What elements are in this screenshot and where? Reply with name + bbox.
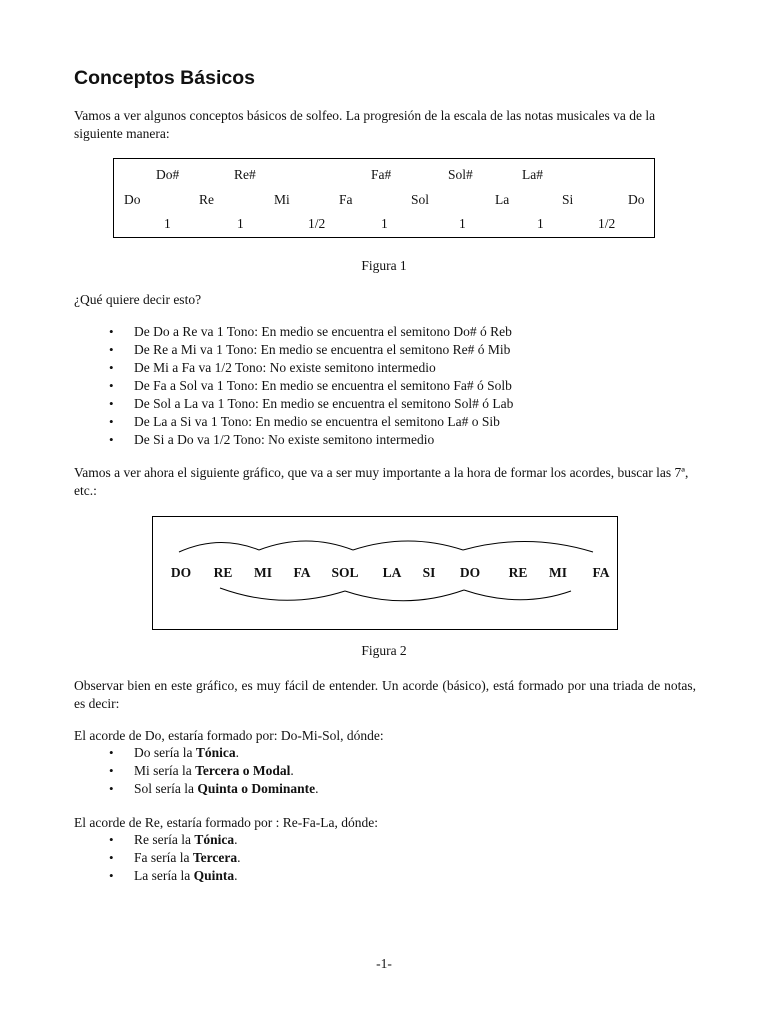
list-item: • De Si a Do va 1/2 Tono: No existe semitono intermedio [108, 431, 513, 449]
note-label: SOL [331, 565, 359, 580]
note-label: LA [382, 565, 402, 580]
interval-label: 1 [537, 216, 544, 231]
list-item: • De La a Si va 1 Tono: En medio se encuentra el semitono La# o Sib [108, 413, 513, 431]
interval-steps-list [108, 323, 513, 449]
note-label: Do [628, 192, 645, 207]
list-item: • De Sol a La va 1 Tono: En medio se encuentra el semitono Sol# ó Lab [108, 395, 513, 413]
note-label: MI [254, 565, 272, 580]
sharp-label: Do# [156, 167, 180, 182]
interval-label: 1 [164, 216, 171, 231]
note-label: RE [508, 565, 528, 580]
figure-2-caption: Figura 2 [361, 643, 407, 658]
question-text: ¿Qué quiere decir esto? [74, 292, 202, 307]
note-label: MI [549, 565, 567, 580]
bottom-arc [220, 588, 345, 600]
interval-label: 1 [381, 216, 388, 231]
page-title: Conceptos Básicos [74, 67, 255, 89]
graph-intro-paragraph: Vamos a ver ahora el siguiente gráfico, que va a ser muy importante a la hora de formar los acordes, buscar las 7ª, etc.: [74, 465, 689, 498]
list-item: • La sería la Quinta. [108, 867, 240, 885]
figure-1-scale-table [113, 158, 655, 238]
interval-label: 1/2 [308, 216, 326, 231]
note-label: Sol [411, 192, 430, 207]
top-arc [463, 541, 593, 552]
note-label: La [495, 192, 510, 207]
note-label: FA [293, 565, 311, 580]
observe-paragraph: Observar bien en este gráfico, es muy fácil de entender. Un acorde (básico), está formado por una triada de notas, es decir: [74, 678, 696, 711]
list-item: • Sol sería la Quinta o Dominante. [108, 780, 319, 798]
list-item: • Re sería la Tónica. [108, 831, 240, 849]
note-label: Si [562, 192, 574, 207]
note-label: Do [124, 192, 141, 207]
note-label: FA [592, 565, 610, 580]
list-item: • De Do a Re va 1 Tono: En medio se encuentra el semitono Do# ó Reb [108, 323, 513, 341]
sharp-label: Fa# [371, 167, 392, 182]
top-arc [353, 541, 463, 550]
note-label: RE [213, 565, 233, 580]
figure-1-caption: Figura 1 [361, 258, 407, 273]
note-label: DO [459, 565, 481, 580]
bottom-arc [345, 590, 464, 601]
chord-do-intro: El acorde de Do, estaría formado por: Do-Mi-Sol, dónde: [74, 728, 384, 743]
page-number: -1- [376, 956, 392, 971]
sharp-label: La# [522, 167, 543, 182]
interval-label: 1 [237, 216, 244, 231]
intro-paragraph: Vamos a ver algunos conceptos básicos de solfeo. La progresión de la escala de las notas musicales va de la siguiente manera: [74, 108, 656, 141]
chord-do-list [108, 744, 319, 798]
top-arc [259, 541, 353, 550]
interval-label: 1/2 [598, 216, 616, 231]
list-item: • Fa sería la Tercera. [108, 849, 240, 867]
note-label: Mi [274, 192, 290, 207]
list-item: • De Mi a Fa va 1/2 Tono: No existe semitono intermedio [108, 359, 513, 377]
note-label: Re [199, 192, 214, 207]
note-label: SI [422, 565, 436, 580]
chord-re-list [108, 831, 240, 885]
sharp-label: Sol# [448, 167, 473, 182]
chord-re-intro: El acorde de Re, estaría formado por : Re-Fa-La, dónde: [74, 815, 379, 830]
note-label: DO [170, 565, 192, 580]
note-label: Fa [339, 192, 353, 207]
sharp-label: Re# [234, 167, 256, 182]
list-item: • De Re a Mi va 1 Tono: En medio se encuentra el semitono Re# ó Mib [108, 341, 513, 359]
list-item: • De Fa a Sol va 1 Tono: En medio se encuentra el semitono Fa# ó Solb [108, 377, 513, 395]
list-item: • Mi sería la Tercera o Modal. [108, 762, 319, 780]
interval-label: 1 [459, 216, 466, 231]
bottom-arc [464, 590, 571, 600]
list-item: • Do sería la Tónica. [108, 744, 319, 762]
top-arc [179, 542, 259, 552]
figure-2-note-graph [152, 516, 618, 630]
